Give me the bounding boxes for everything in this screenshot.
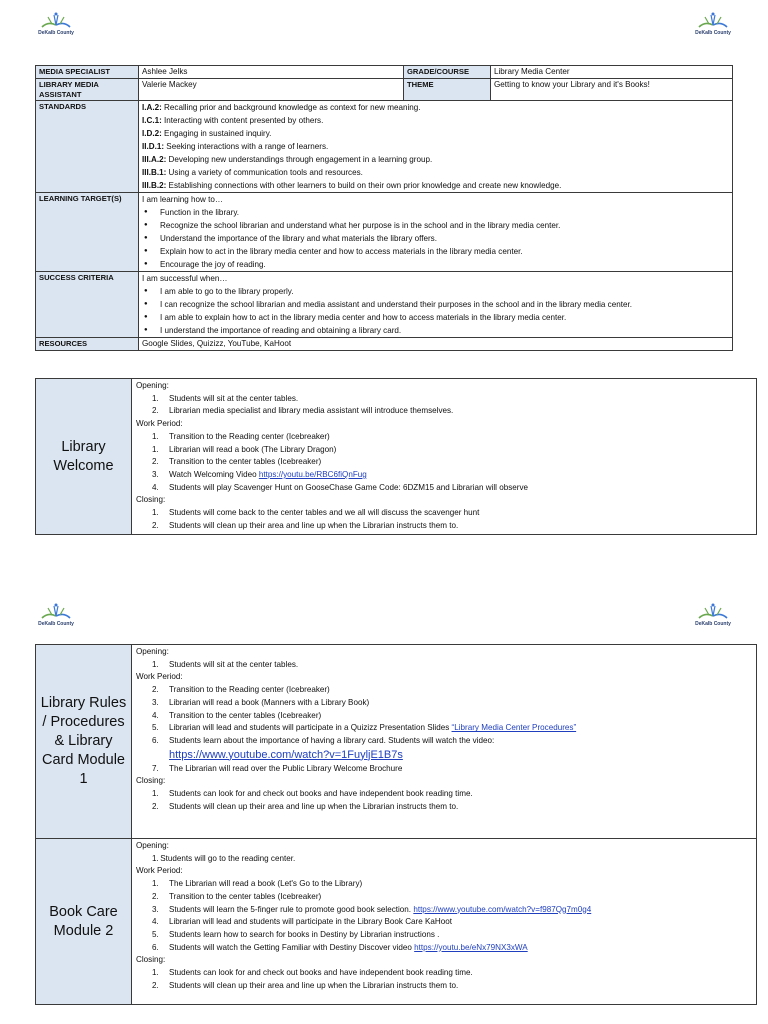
work-period-label: Work Period: <box>136 419 183 429</box>
list-item: III.A.2: Developing new understandings through engagement in a learning group. <box>142 155 433 164</box>
table-row <box>36 66 733 79</box>
list-item: 2. Transition to the Reading center (Icebreaker) <box>152 685 330 695</box>
list-item: 1. Students will sit at the center tables. <box>152 659 299 669</box>
list-item: 2. Students will clean up their area and line up when the Librarian instructs them to. <box>152 801 459 811</box>
opening-label: Opening: <box>136 381 169 390</box>
closing-label: Closing: <box>136 955 166 965</box>
list-item: 1. Librarian will read a book (The Library Dragon) <box>152 444 337 454</box>
media-assistant-label: LIBRARY MEDIA ASSISTANT <box>36 79 139 101</box>
learning-targets-intro: I am learning how to… <box>142 195 223 204</box>
list-item: 2. Students will clean up their area and line up when the Librarian instructs them to. <box>152 520 459 530</box>
table-row <box>36 338 733 351</box>
list-item: I.D.2: Engaging in sustained inquiry. <box>142 129 272 138</box>
list-item: ● I am able to go to the library properly. <box>142 285 729 298</box>
library-card-video-link[interactable]: https://www.youtube.com/watch?v=1FuyljE1B7s <box>169 748 403 761</box>
logo-caption: DeKalb County <box>38 621 74 627</box>
grade-course-value: Library Media Center <box>491 66 733 79</box>
list-item: ● Function in the library. <box>142 206 729 219</box>
list-item: ● Understand the importance of the library and what materials the library offers. <box>142 232 729 245</box>
list-item: 2. Librarian media specialist and library media assistant will introduce themselves. <box>152 406 454 416</box>
destiny-video-link[interactable]: https://youtu.be/eNx79NX3xWA <box>414 942 528 952</box>
module-1-body <box>132 645 757 839</box>
learning-targets-label: LEARNING TARGET(S) <box>36 193 139 272</box>
list-item: ● I can recognize the school librarian and media assistant and understand their purposes in the school and in the library media center. <box>142 298 729 311</box>
procedures-slides-link[interactable]: “Library Media Center Procedures” <box>451 723 577 733</box>
dekalb-logo <box>691 11 735 37</box>
success-criteria-intro: I am successful when… <box>142 274 228 283</box>
table-row <box>36 379 757 535</box>
list-item: I.C.1: Interacting with content presented by others. <box>142 116 324 125</box>
list-item: 5. Students learn how to search for books in Destiny by Librarian instructions . <box>152 929 440 939</box>
list-item: II.D.1: Seeking interactions with a range of learners. <box>142 142 329 151</box>
learning-targets-list <box>139 193 733 272</box>
list-item: III.B.1: Using a variety of communication tools and resources. <box>142 168 363 177</box>
welcoming-video-link[interactable]: https://youtu.be/RBC6fiQnFug <box>258 469 367 479</box>
table-row <box>36 272 733 338</box>
dekalb-logo <box>691 602 735 628</box>
list-item: 4. Transition to the center tables (Icebreaker) <box>152 710 322 720</box>
list-item: ● Recognize the school librarian and understand what her purpose is in the school and in the library media center. <box>142 219 729 232</box>
success-criteria-list <box>139 272 733 338</box>
opening-label: Opening: <box>136 647 169 656</box>
table-row <box>36 839 757 1005</box>
dekalb-logo <box>34 11 78 37</box>
table-row <box>36 79 733 101</box>
list-item: 2. Transition to the center tables (Icebreaker) <box>152 457 322 467</box>
dekalb-logo-mark <box>34 11 78 31</box>
list-item: 5. Librarian will lead and students will participate in a Quizizz Presentation Slides “Library Media Center Procedures” <box>152 723 577 733</box>
opening-label: Opening: <box>136 841 169 850</box>
logo-caption: DeKalb County <box>38 30 74 36</box>
table-row <box>36 101 733 193</box>
list-item: 2. Students will clean up their area and line up when the Librarian instructs them to. <box>152 980 459 990</box>
standards-label: STANDARDS <box>36 101 139 193</box>
list-item: 1. Students will come back to the center tables and we all will discuss the scavenger hunt <box>152 508 480 518</box>
five-finger-rule-link[interactable]: https://www.youtube.com/watch?v=f987Qg7m0g4 <box>413 904 592 914</box>
module-2-body <box>132 839 757 1005</box>
list-item: 1. Transition to the Reading center (Icebreaker) <box>152 431 330 441</box>
media-specialist-label: MEDIA SPECIALIST <box>36 66 139 79</box>
modules-table <box>35 644 757 1005</box>
library-welcome-title: Library Welcome <box>36 379 132 535</box>
library-welcome-table <box>35 378 757 535</box>
list-item: 4. Students will play Scavenger Hunt on GooseChase Game Code: 6DZM15 and Librarian will observe <box>152 482 529 492</box>
library-welcome-body <box>132 379 757 535</box>
list-item: 1. Students will go to the reading center. <box>152 853 296 863</box>
list-item: 6. Students will watch the Getting Familiar with Destiny Discover video https://youtu.be/eNx79NX3xWA <box>152 942 528 952</box>
list-item: 3. Watch Welcoming Video https://youtu.be/RBC6fiQnFug <box>152 469 367 479</box>
list-item: 1. Students can look for and check out books and have independent book reading time. <box>152 789 473 799</box>
list-item: I.A.2: Recalling prior and background knowledge as context for new meaning. <box>142 103 421 112</box>
theme-value: Getting to know your Library and it's Books! <box>491 79 733 101</box>
list-item: ● I am able to explain how to act in the library media center and how to access materials in the library media center. <box>142 311 729 324</box>
list-item: ● Explain how to act in the library media center and how to access materials in the library media center. <box>142 245 729 258</box>
work-period-label: Work Period: <box>136 866 183 876</box>
list-item: 3. Students will learn the 5-finger rule to promote good book selection. https://www.youtube.com/watch?v=f987Qg7m0g4 <box>152 904 592 914</box>
list-item: 3. Librarian will read a book (Manners with a Library Book) <box>152 697 370 707</box>
list-item: 1. The Librarian will read a book (Let's Go to the Library) <box>152 879 363 889</box>
logo-caption: DeKalb County <box>695 621 731 627</box>
success-criteria-label: SUCCESS CRITERIA <box>36 272 139 338</box>
closing-label: Closing: <box>136 776 166 786</box>
closing-label: Closing: <box>136 495 166 505</box>
list-item: 2. Transition to the center tables (Icebreaker) <box>152 891 322 901</box>
list-item: 7. The Librarian will read over the Public Library Welcome Brochure <box>152 763 403 773</box>
dekalb-logo-mark <box>691 11 735 31</box>
list-item: ● I understand the importance of reading and obtaining a library card. <box>142 324 729 337</box>
module-2-title: Book Care Module 2 <box>36 839 132 1005</box>
resources-label: RESOURCES <box>36 338 139 351</box>
list-item: 4. Librarian will lead and students will participate in the Library Book Care KaHoot <box>152 917 452 927</box>
dekalb-logo <box>34 602 78 628</box>
table-row <box>36 645 757 839</box>
work-period-label: Work Period: <box>136 672 183 682</box>
resources-value: Google Slides, Quizizz, YouTube, KaHoot <box>139 338 733 351</box>
list-item: 1. Students can look for and check out books and have independent book reading time. <box>152 968 473 978</box>
list-item: 6. Students learn about the importance of having a library card. Students will watch the video: <box>152 735 495 745</box>
grade-course-label: GRADE/COURSE <box>404 66 491 79</box>
table-row <box>36 193 733 272</box>
lesson-plan-header-table <box>35 65 733 351</box>
dekalb-logo-mark <box>691 602 735 622</box>
list-item: ● Encourage the joy of reading. <box>142 258 729 271</box>
theme-label: THEME <box>404 79 491 101</box>
module-1-title: Library Rules / Procedures & Library Card Module 1 <box>36 645 132 839</box>
list-item: 1. Students will sit at the center tables. <box>152 393 299 403</box>
media-specialist-value: Ashlee Jelks <box>139 66 404 79</box>
library-card-video-row <box>136 748 752 763</box>
media-assistant-value: Valerie Mackey <box>139 79 404 101</box>
list-item: III.B.2: Establishing connections with other learners to build on their own prior knowledge and create new knowledge. <box>142 181 562 190</box>
standards-list <box>139 101 733 193</box>
logo-caption: DeKalb County <box>695 30 731 36</box>
dekalb-logo-mark <box>34 602 78 622</box>
